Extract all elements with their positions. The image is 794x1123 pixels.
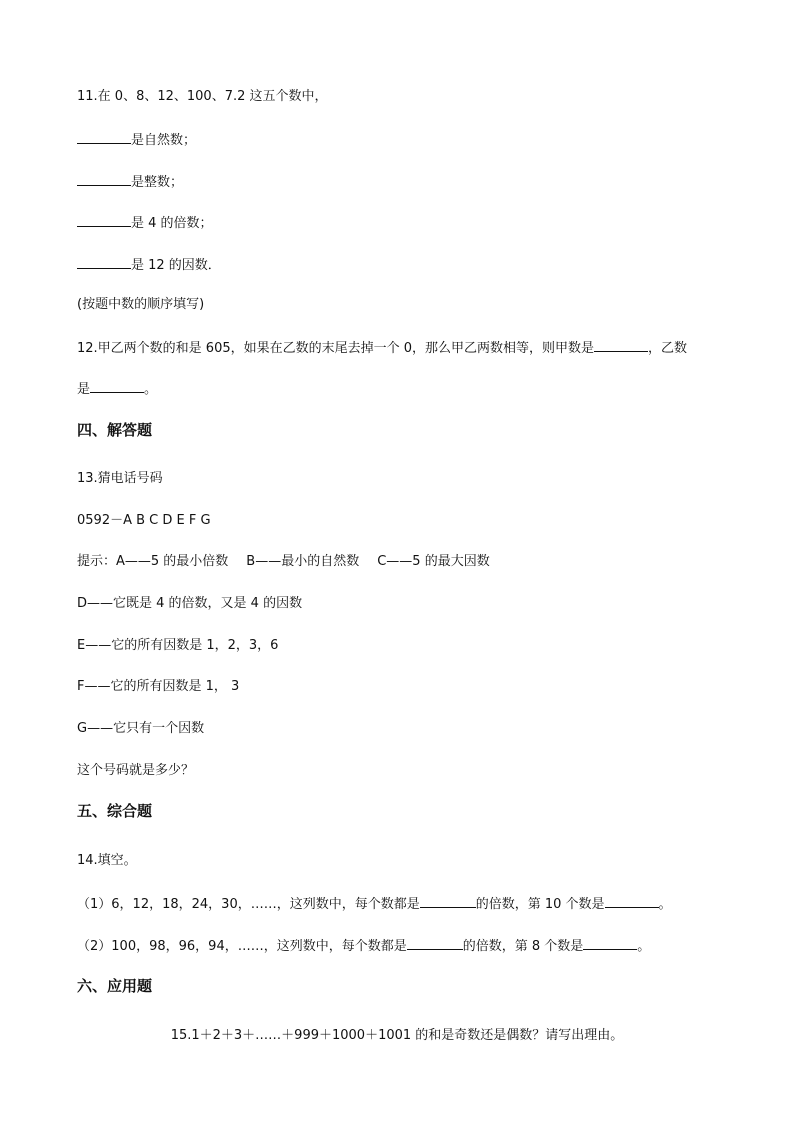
q12-line2-suffix: 。 bbox=[144, 382, 158, 397]
answer-blank[interactable] bbox=[407, 936, 463, 950]
answer-blank[interactable] bbox=[605, 894, 659, 908]
answer-blank[interactable] bbox=[77, 172, 131, 186]
answer-blank[interactable] bbox=[583, 936, 637, 950]
q15-text: 15.1＋2＋3＋……＋999＋1000＋1001 的和是奇数还是偶数？请写出理由。 bbox=[170, 1028, 624, 1043]
section-heading-4: 四、解答题 bbox=[77, 421, 153, 439]
q14-title: 14.填空。 bbox=[77, 853, 137, 868]
q12-line2 bbox=[77, 379, 157, 399]
q11-note: (按题中数的顺序填写) bbox=[77, 297, 205, 312]
q13-hint-e: E——它的所有因数是 1，2，3，6 bbox=[77, 638, 279, 653]
q14-part2-mid: 的倍数，第 8 个数是 bbox=[462, 939, 584, 954]
q13-hint-a: 提示：A——5 的最小倍数 bbox=[77, 554, 229, 569]
q14-part1-suffix: 。 bbox=[658, 897, 672, 912]
section-heading-5: 五、综合题 bbox=[77, 802, 153, 820]
q13-question: 这个号码就是多少？ bbox=[77, 763, 195, 778]
q14-part1-mid: 的倍数，第 10 个数是 bbox=[475, 897, 605, 912]
answer-blank[interactable] bbox=[77, 213, 131, 227]
q11-item-natural bbox=[77, 130, 196, 150]
q14-part2-suffix: 。 bbox=[637, 939, 651, 954]
q11-item-multiple-of-4 bbox=[77, 213, 213, 233]
q11-stem: 11.在 0、8、12、100、7.2 这五个数中， bbox=[77, 89, 328, 104]
answer-blank[interactable] bbox=[420, 894, 476, 908]
q11-item-factor-of-12-text: 是 12 的因数． bbox=[131, 258, 221, 273]
answer-blank[interactable] bbox=[594, 338, 648, 352]
q12-line1 bbox=[77, 338, 687, 358]
q12-line1-suffix: ，乙数 bbox=[648, 341, 688, 356]
q13-title: 13.猜电话号码 bbox=[77, 471, 163, 486]
q14-part2-text: （2）100，98，96，94，……，这列数中，每个数都是 bbox=[77, 939, 407, 954]
q14-part1-text: （1）6，12，18，24，30，……，这列数中，每个数都是 bbox=[77, 897, 420, 912]
q13-hint-f: F——它的所有因数是 1， 3 bbox=[77, 679, 240, 694]
answer-blank[interactable] bbox=[77, 255, 131, 269]
q13-hints-abc bbox=[77, 553, 490, 571]
q13-hint-c: C——5 的最大因数 bbox=[377, 554, 490, 569]
q11-item-natural-text: 是自然数； bbox=[131, 133, 197, 148]
section-heading-6: 六、应用题 bbox=[77, 977, 153, 995]
answer-blank[interactable] bbox=[77, 130, 131, 144]
q13-hint-b: B——最小的自然数 bbox=[246, 554, 360, 569]
q12-line1-text: 12.甲乙两个数的和是 605，如果在乙数的末尾去掉一个 0，那么甲乙两数相等，则甲数是 bbox=[77, 341, 595, 356]
q13-hint-d: D——它既是 4 的倍数，又是 4 的因数 bbox=[77, 596, 303, 611]
q11-item-factor-of-12 bbox=[77, 255, 221, 275]
q12-line2-text: 是 bbox=[77, 382, 91, 397]
q13-hint-g: G——它只有一个因数 bbox=[77, 721, 205, 736]
answer-blank[interactable] bbox=[90, 379, 144, 393]
q14-part1 bbox=[77, 894, 672, 914]
q11-item-integer bbox=[77, 172, 183, 192]
q13-phone-code: 0592－A B C D E F G bbox=[77, 513, 211, 528]
q11-item-multiple-of-4-text: 是 4 的倍数； bbox=[131, 216, 213, 231]
q14-part2 bbox=[77, 936, 650, 956]
q11-item-integer-text: 是整数； bbox=[131, 175, 184, 190]
